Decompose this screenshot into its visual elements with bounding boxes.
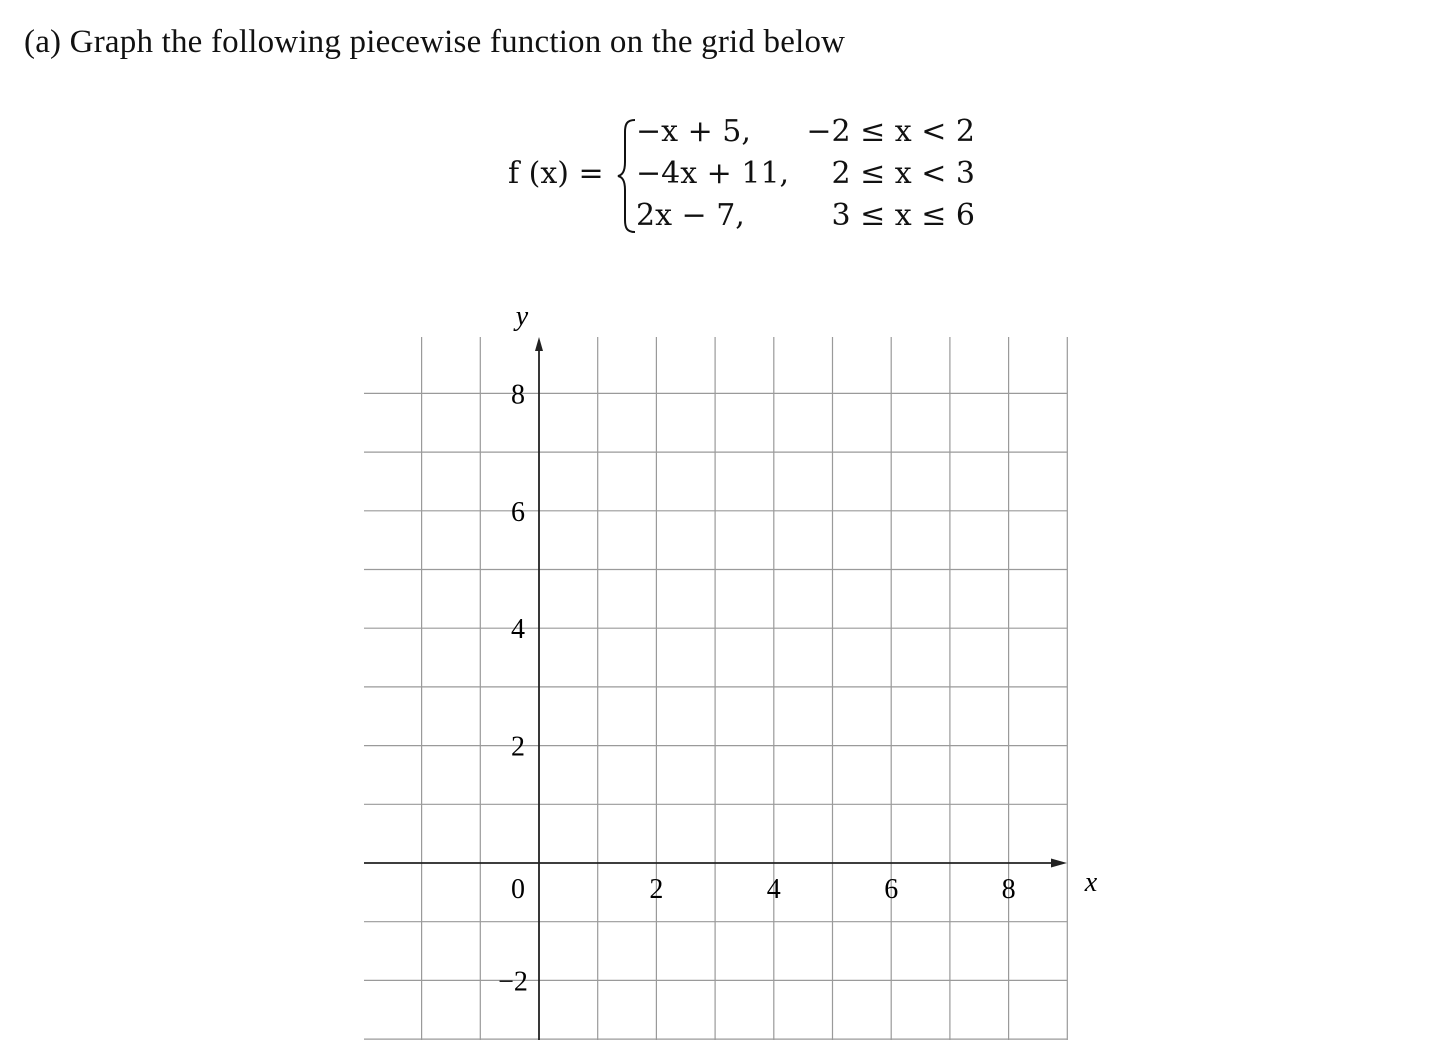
function-lhs: f (x) = [508,156,604,191]
y-tick-label: 6 [511,496,525,528]
case-3-condition: 3 ≤ x ≤ 6 [831,198,975,233]
x-axis-label: x [1084,867,1098,898]
case-1-expression: −x + 5, [636,114,751,149]
y-axis-arrow-icon [535,337,543,351]
case-3-expression: 2x − 7, [636,198,745,233]
y-axis-label: y [515,301,529,332]
case-1-condition: −2 ≤ x < 2 [806,114,975,149]
y-tick-label: 4 [511,614,525,646]
origin-label: 0 [511,874,525,905]
x-tick-label: 4 [766,874,781,905]
x-axis-arrow-icon [1051,859,1067,868]
y-tick-label: 8 [511,379,525,411]
x-tick-label: 8 [1001,874,1016,905]
case-2-condition: 2 ≤ x < 3 [831,156,975,191]
y-tick-label: 2 [511,731,525,763]
question-text: (a) Graph the following piecewise function on the grid below [24,24,846,60]
x-tick-label: 6 [884,874,899,905]
x-tick-label: 2 [649,874,664,905]
case-2-expression: −4x + 11, [636,156,790,191]
y-tick-label: −2 [498,966,528,998]
